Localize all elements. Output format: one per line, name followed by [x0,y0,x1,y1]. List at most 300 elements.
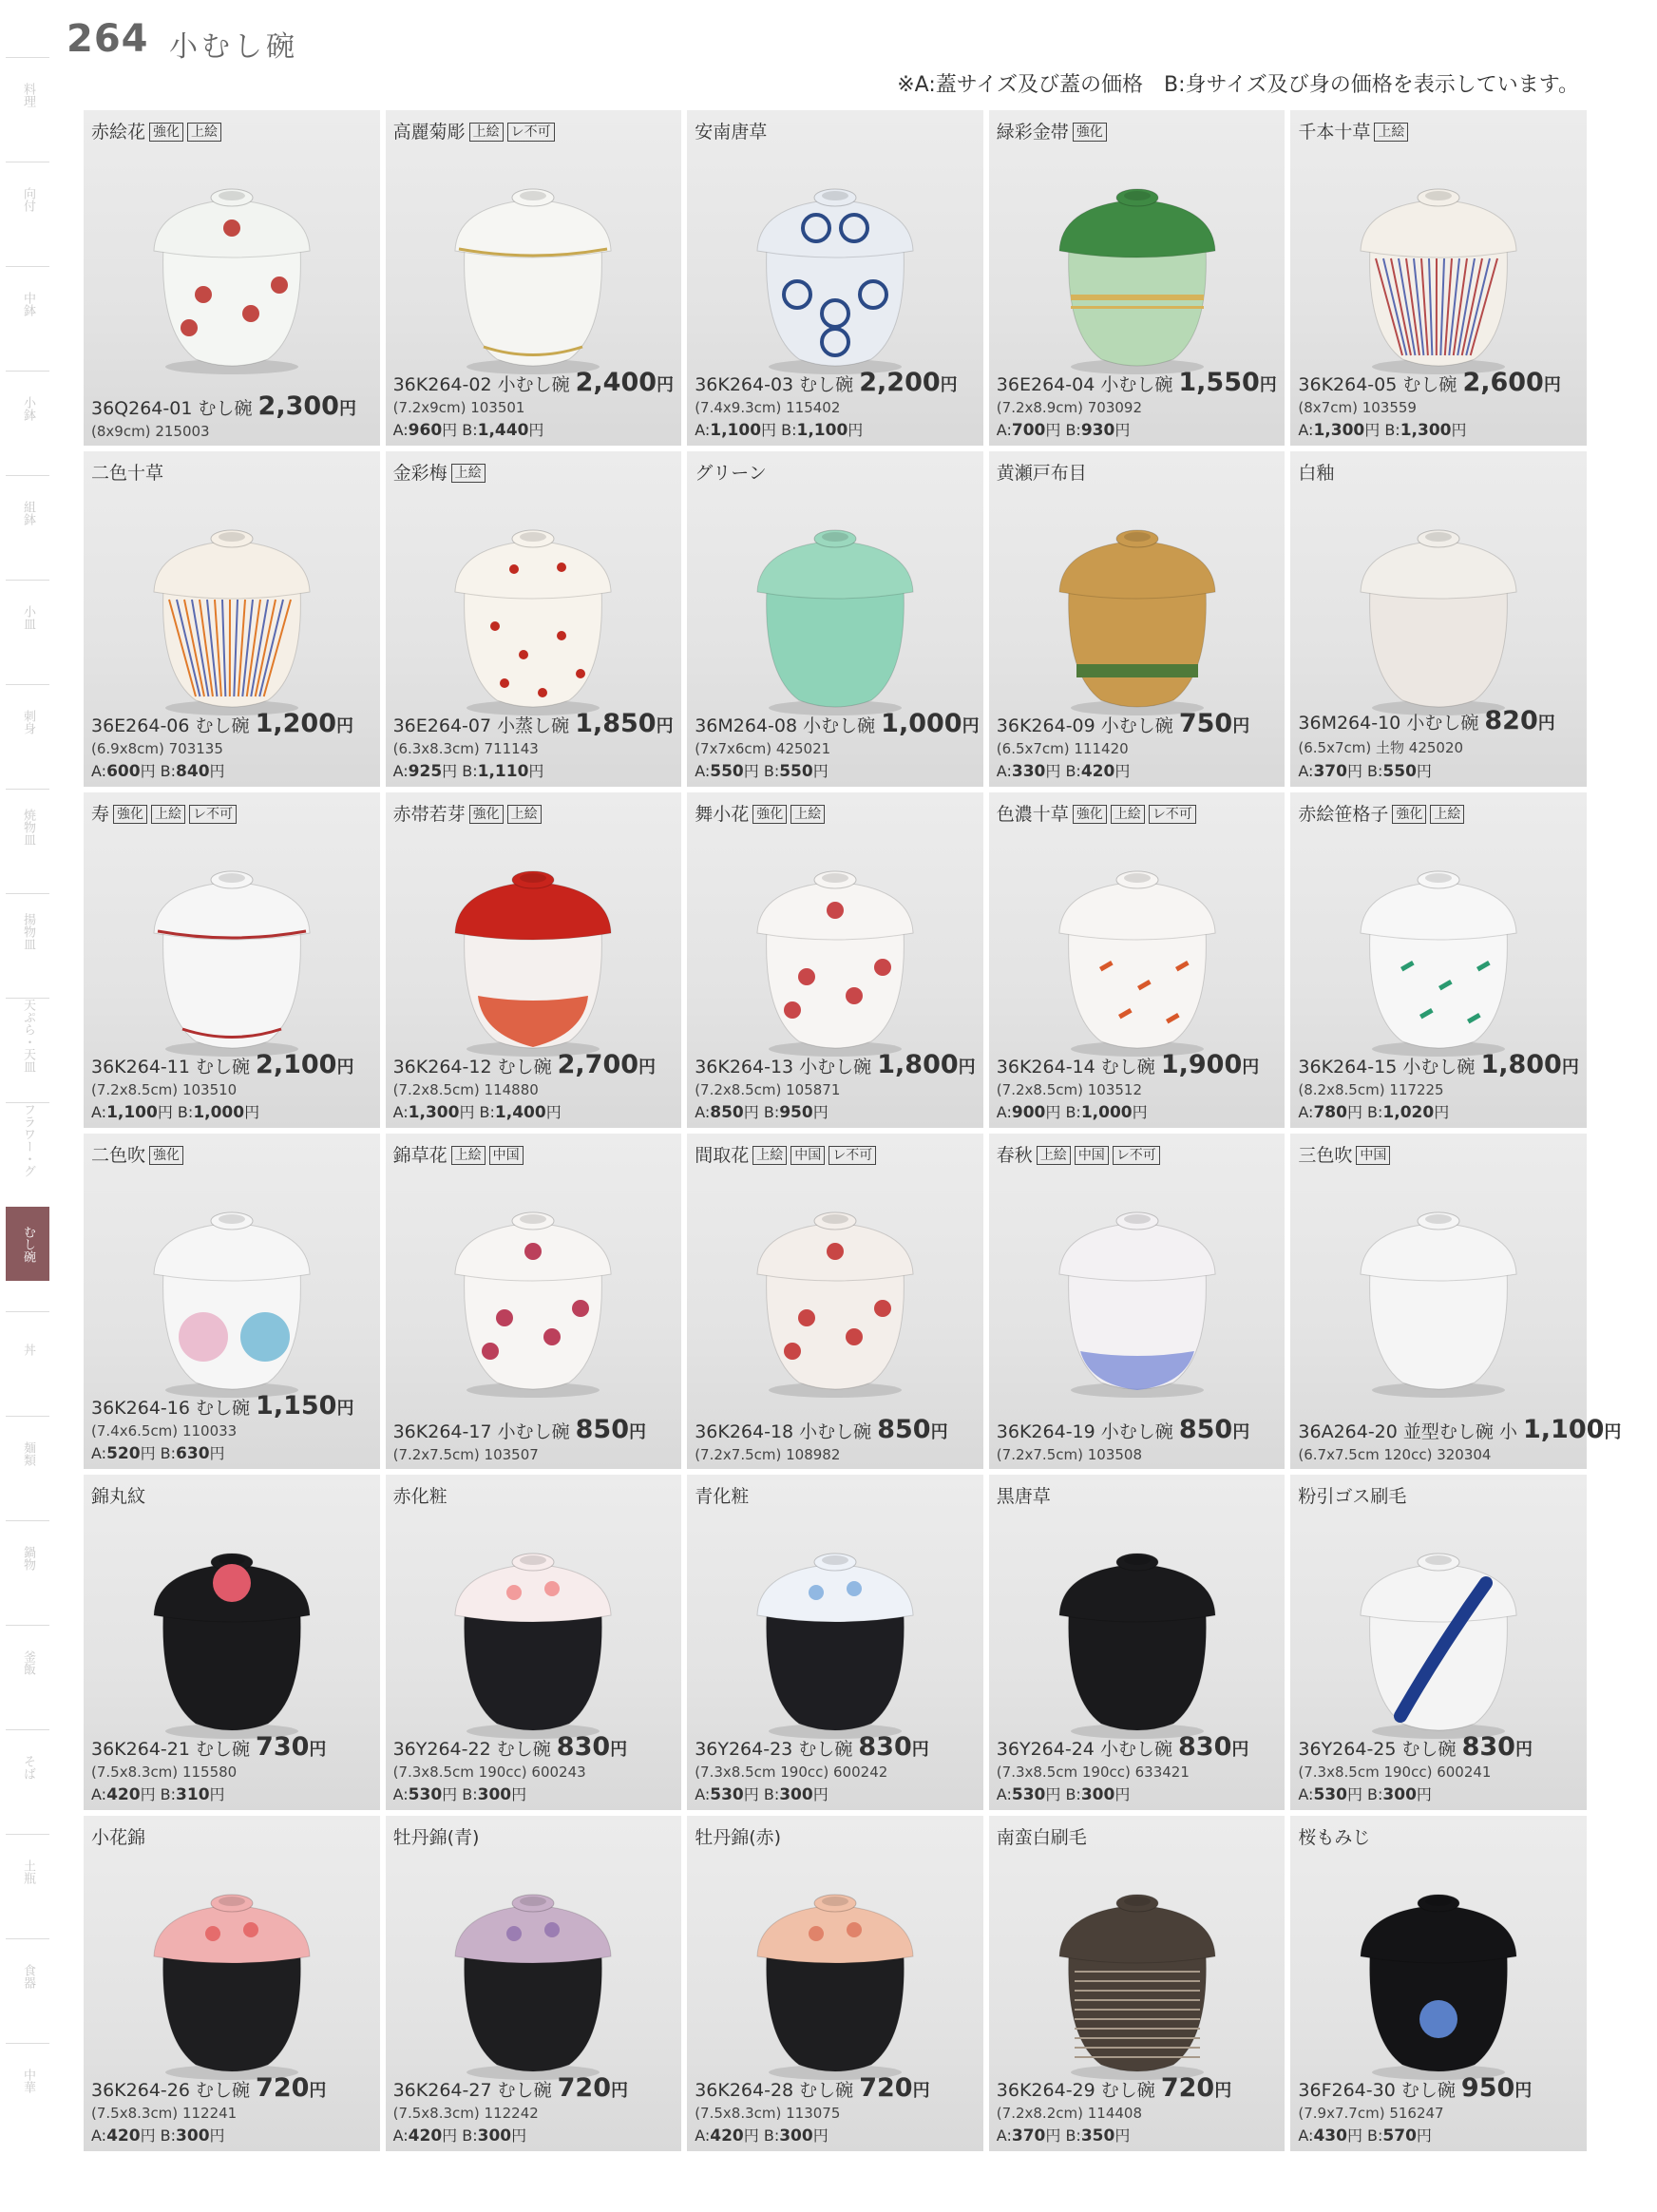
product-code-line [393,1050,678,1079]
product-pattern-flower [874,959,891,976]
product-pattern-flower [827,902,844,919]
product-badge: レ不可 [507,123,555,142]
product-code: 36K264-03 [695,374,794,395]
product-body [1068,1953,1206,2071]
product-body [767,588,905,707]
side-index-tab[interactable]: フラワー・グ [6,1102,49,1177]
product-split-price-line: A:420円 B:300円 [695,2126,828,2145]
product-split-price-line: A:550円 B:550円 [695,762,828,781]
product-size: (7.2x8.5cm) [695,1081,782,1098]
product-stock-number: 320304 [1437,1446,1492,1463]
product-type: むし碗 [799,374,854,395]
product-image [137,834,327,1062]
product-name: 牡丹錦(赤) [695,1827,782,1848]
yen-unit: 円 [958,1058,976,1077]
product-price: 1,800 [1480,1050,1562,1079]
product-lid-knob-hole [822,532,848,542]
product-lid [455,200,611,257]
product-size-line [393,1764,678,1781]
product-name-row [997,459,1087,485]
product-card[interactable] [386,110,682,446]
product-badge: 上絵 [1037,1146,1071,1165]
product-pattern-dot [538,688,547,697]
product-size-line [695,1764,980,1781]
product-code-line [997,1732,1282,1762]
product-pattern-flower [482,1343,499,1360]
product-split-price-line: A:420円 B:300円 [392,2126,527,2145]
product-lid-knob-hole [520,873,546,883]
product-stock-number: 111420 [1074,740,1129,757]
product-name: 牡丹錦(青) [392,1827,480,1848]
product-pattern-flower [506,1585,522,1600]
product-card[interactable] [989,1816,1286,2151]
product-type: 小むし碗 [497,374,570,395]
product-lid-knob-hole [219,191,245,200]
product-name: 三色吹 [1298,1145,1353,1166]
side-index-tab[interactable]: 焼物皿 [6,789,49,864]
product-lid [1059,1564,1215,1622]
product-lid-knob-hole [219,532,245,542]
product-badge: 上絵 [790,805,825,824]
product-info [1298,1415,1622,1463]
product-name-row [695,800,825,826]
product-type: むし碗 [798,1739,853,1760]
product-name: 二色十草 [91,463,164,484]
product-size: (7.3x8.5cm 190cc) [695,1764,829,1781]
product-card[interactable] [84,1816,380,2151]
side-index-tab[interactable]: 組鉢 [6,475,49,550]
side-index-tab[interactable]: 鍋物 [6,1520,49,1595]
side-index-tab[interactable]: 揚物皿 [6,893,49,968]
product-size-line [1298,1081,1583,1098]
product-price: 2,200 [859,368,941,397]
body-price: 930 [1080,421,1115,440]
yen-unit: 円 [1231,1740,1249,1760]
product-lid-knob-hole [219,1555,245,1565]
product-image [1042,1858,1232,2086]
product-card[interactable] [1290,110,1587,446]
product-card[interactable] [84,792,380,1128]
product-size: (6.5x7cm) [996,740,1070,757]
lid-price: 420 [106,2126,141,2145]
product-type: むし碗 [799,2080,854,2101]
product-info [695,1415,980,1463]
product-card[interactable] [989,1134,1286,1469]
product-type: むし碗 [195,1057,250,1077]
product-pattern-flower [572,1300,589,1317]
side-index-tab[interactable]: 刺身 [6,684,49,759]
product-name-row [997,118,1107,143]
product-body [767,1270,905,1389]
product-badge: 上絵 [451,464,486,483]
product-lid-knob-hole [1425,532,1452,542]
product-code: 36A264-20 [1298,1421,1398,1442]
product-card[interactable] [1290,451,1587,787]
product-info [393,368,678,440]
side-index-tab[interactable]: 土瓶 [6,1834,49,1909]
lid-price: 430 [1313,2126,1347,2145]
product-price: 1,850 [575,709,657,738]
product-card[interactable] [989,792,1286,1128]
product-name: 二色吹 [91,1145,146,1166]
product-badge: 中国 [489,1146,524,1165]
product-pattern-flower [798,968,815,985]
product-stock-number: 115580 [181,1764,238,1781]
body-price: 1,000 [1080,1103,1133,1122]
product-price: 2,600 [1462,368,1544,397]
product-size: (7.2x8.5cm) [91,1081,179,1098]
product-size: (7.3x8.5cm 190cc) [1298,1764,1433,1781]
product-name-row [91,1141,183,1167]
product-body [465,1270,602,1389]
product-image [740,152,930,380]
product-type: むし碗 [195,1398,250,1419]
product-lid-knob-hole [219,1214,245,1224]
product-pattern-flower [847,1922,862,1937]
lid-price: 530 [710,1785,744,1804]
product-lid [455,882,611,940]
product-lid-knob-hole [219,873,245,883]
product-image [137,493,327,721]
product-code: 36K264-28 [695,2080,794,2101]
product-lid-knob-hole [520,532,546,542]
product-price: 750 [1178,709,1233,738]
product-pattern-band [1071,295,1204,300]
product-info [997,709,1282,781]
product-name-row [695,118,767,143]
product-info [91,2073,376,2145]
product-size-line [997,399,1282,416]
body-price: 1,440 [477,421,529,440]
product-body [162,588,300,707]
product-card[interactable] [386,1816,682,2151]
product-size: (7.2x8.5cm) [392,1081,480,1098]
yen-unit: 円 [1604,1422,1622,1442]
side-index-tab[interactable]: 釜飯 [6,1625,49,1700]
product-card[interactable] [687,110,983,446]
product-card[interactable] [687,1475,983,1810]
product-card[interactable] [687,1134,983,1469]
product-split-price-line: A:850円 B:950円 [695,1103,828,1122]
product-size-line [393,740,678,757]
product-image [438,1175,628,1403]
product-code: 36K264-16 [91,1398,190,1419]
body-price: 550 [1382,762,1417,781]
product-body [1068,588,1206,707]
product-name: 高麗菊彫 [392,122,466,143]
product-code: 36K264-15 [1298,1057,1398,1077]
product-size: (6.9x8cm) [91,740,164,757]
product-name: 錦草花 [392,1145,448,1166]
product-info [997,2073,1282,2145]
product-card[interactable] [1290,1475,1587,1810]
product-size-line [393,2105,678,2122]
body-price: 420 [1080,762,1115,781]
product-stock-number: 114880 [484,1081,539,1098]
product-pattern-medallion [213,1564,251,1602]
product-name-row [91,800,237,826]
product-lid [1361,882,1516,940]
yen-unit: 円 [656,716,674,736]
product-size-line [695,399,980,416]
product-stock-number: 土物 425020 [1376,739,1464,756]
product-card[interactable] [1290,1134,1622,1469]
lid-price: 420 [106,1785,141,1804]
product-badge: レ不可 [189,805,237,824]
product-name-row [393,118,555,143]
side-index-tab[interactable]: 小鉢 [6,371,49,446]
product-card[interactable] [989,451,1286,787]
product-type: むし碗 [1402,374,1457,395]
page-number: 264 [67,17,149,61]
product-image [1343,1516,1533,1745]
product-code-line [91,709,376,738]
product-lid [1361,1905,1516,1963]
product-image [1042,152,1232,380]
product-body [162,1953,300,2071]
product-card[interactable] [989,110,1286,446]
product-lid [1361,1564,1516,1622]
product-price: 2,100 [256,1050,337,1079]
product-body [465,1953,602,2071]
product-price: 1,100 [1523,1415,1605,1444]
product-size-line [695,1081,980,1098]
product-name-row [1298,1823,1370,1849]
product-body [1370,1270,1508,1389]
product-stock-number: 103512 [1087,1081,1142,1098]
lid-price: 420 [710,2126,744,2145]
product-info [393,1415,678,1463]
product-stock-number: 703092 [1087,399,1142,416]
side-index-tab[interactable]: 食器 [6,1938,49,2013]
lid-price: 1,300 [1313,421,1365,440]
product-code: 36K264-17 [392,1421,492,1442]
product-info [997,1415,1282,1463]
product-price: 1,800 [877,1050,959,1079]
body-price: 950 [779,1103,813,1122]
product-pattern-flower [544,1922,560,1937]
product-code-line [1298,2073,1583,2103]
product-lid-knob-hole [219,1897,245,1906]
product-badge: 強化 [1073,123,1107,142]
product-stock-number: 103508 [1087,1446,1142,1463]
yen-unit: 円 [309,1740,327,1760]
product-pattern-flower [242,305,259,322]
product-code: 36K264-19 [996,1421,1095,1442]
yen-unit: 円 [1259,375,1277,395]
product-stock-number: 516247 [1389,2105,1444,2122]
product-split-price-line: A:1,100円 B:1,000円 [91,1103,260,1122]
side-index-tab[interactable]: 中鉢 [6,266,49,341]
yen-unit: 円 [610,1740,628,1760]
product-split-price-line: A:600円 B:840円 [91,762,225,781]
product-size-line [997,1081,1282,1098]
product-lid [757,1905,913,1963]
product-lid [1361,541,1516,599]
product-info [695,368,980,440]
product-code-line [695,1732,980,1762]
product-size: (7.5x8.3cm) [695,2105,782,2122]
product-image [1042,1516,1232,1745]
product-lid [154,1905,310,1963]
product-card[interactable] [687,1816,983,2151]
side-index-tab[interactable]: 料理 [6,57,49,132]
product-stock-number: 103507 [484,1446,539,1463]
product-card[interactable] [84,1475,380,1810]
product-name: 金彩梅 [392,463,448,484]
product-code-line [393,1415,678,1444]
yen-unit: 円 [1537,714,1555,734]
yen-unit: 円 [930,1422,948,1442]
product-card[interactable] [386,451,682,787]
product-pattern-flower [847,1581,862,1596]
product-code: 36K264-09 [996,715,1095,736]
product-price: 830 [858,1732,912,1762]
product-type: 小むし碗 [799,1421,872,1442]
product-pattern-flower [205,1926,220,1941]
product-lid [1059,882,1215,940]
product-code-line [695,368,980,397]
product-badge: 中国 [1356,1146,1390,1165]
yen-unit: 円 [657,375,675,395]
body-price: 550 [779,762,813,781]
product-body [1068,929,1206,1048]
product-code-line [695,1050,980,1079]
product-size-line [1298,1764,1583,1781]
product-split-price-line: A:330円 B:420円 [996,762,1131,781]
product-type: むし碗 [1401,1739,1457,1760]
product-card[interactable] [989,1475,1286,1810]
body-price: 300 [477,2126,512,2145]
product-type: 小むし碗 [1100,374,1173,395]
product-type: 小むし碗 [1406,713,1479,734]
side-index-tab[interactable]: そば [6,1729,49,1804]
product-code: 36Y264-22 [392,1739,491,1760]
product-name: グリーン [695,463,767,484]
product-card[interactable] [386,1475,682,1810]
product-info [393,1050,678,1122]
product-card[interactable] [386,792,682,1128]
yen-unit: 円 [336,716,353,736]
product-badge: 上絵 [451,1146,486,1165]
body-price: 300 [1382,1785,1417,1804]
product-name-row [91,118,221,143]
product-code-line [1298,1415,1622,1444]
product-pattern-flower [195,286,212,303]
product-code-line [695,1415,980,1444]
product-image [740,1858,930,2086]
product-price: 720 [557,2073,612,2103]
product-pattern-flower [827,1243,844,1260]
side-index-tab[interactable]: 麺類 [6,1416,49,1491]
product-code: 36K264-12 [392,1057,492,1077]
product-pattern-flower [809,1585,824,1600]
product-code-line [393,368,678,397]
product-badge: 上絵 [151,805,185,824]
product-stock-number: 117225 [1389,1081,1444,1098]
product-name: 錦丸紋 [91,1486,146,1507]
product-card[interactable] [687,792,983,1128]
product-code-line [393,2073,678,2103]
product-split-price-line: A:530円 B:300円 [695,1785,828,1804]
product-split-price-line: A:370円 B:350円 [996,2126,1131,2145]
product-badge: 上絵 [1430,805,1464,824]
product-size: (7.3x8.5cm 190cc) [996,1764,1131,1781]
product-lid [1059,1905,1215,1963]
product-stock-number: 103501 [470,399,525,416]
product-lid-knob-hole [1425,1555,1452,1565]
product-card[interactable] [687,451,983,787]
product-name: 赤化粧 [392,1486,448,1507]
product-code: 36F264-30 [1298,2080,1396,2101]
product-name: 赤絵笹格子 [1298,804,1389,825]
product-size: (8x7cm) [1298,399,1358,416]
product-stock-number: 113075 [786,2105,841,2122]
product-size: (6.5x7cm) [1298,739,1372,756]
product-card[interactable] [84,110,380,446]
product-code: 36K264-13 [695,1057,794,1077]
product-name: 緑彩金帯 [996,122,1069,143]
product-lid-knob-hole [520,1555,546,1565]
product-split-price-line: A:1,300円 B:1,300円 [1298,421,1467,440]
product-type: むし碗 [497,2080,552,2101]
product-pattern-flower [543,1328,561,1345]
product-price: 830 [556,1732,611,1762]
product-info [997,1050,1282,1122]
side-index-tab[interactable]: むし碗 [6,1207,49,1281]
product-info [997,368,1282,440]
product-image [1343,834,1533,1062]
product-stock-number: 110033 [181,1422,238,1440]
product-info [1298,706,1583,781]
side-index-tab[interactable]: 小皿 [6,580,49,655]
yen-unit: 円 [1232,716,1250,736]
product-name: 黄瀬戸布目 [996,463,1087,484]
product-lid-knob-hole [822,1555,848,1565]
product-price: 2,700 [557,1050,639,1079]
product-type: 小むし碗 [1099,1739,1172,1760]
product-split-price-line: A:370円 B:550円 [1298,762,1432,781]
product-info [91,1391,376,1463]
product-pattern-flower [544,1581,560,1596]
product-code-line [1298,1050,1583,1079]
product-name: 舞小花 [695,804,750,825]
product-card[interactable] [386,1134,682,1469]
product-code-line [91,1050,376,1079]
product-size-line [393,1081,678,1098]
product-badge: 上絵 [507,805,542,824]
product-card[interactable] [1290,1816,1587,2151]
product-card[interactable] [84,1134,380,1469]
product-stock-number: 425021 [775,740,831,757]
yen-unit: 円 [912,2081,930,2101]
product-name-row [695,1141,876,1167]
product-code-line [695,709,980,738]
side-index-tab[interactable]: 丼 [6,1311,49,1386]
side-index-tab[interactable]: 向付 [6,162,49,237]
side-index-tab[interactable]: 中華 [6,2043,49,2118]
product-info [393,1732,678,1804]
product-card[interactable] [1290,792,1587,1128]
product-body [767,1611,905,1730]
body-price: 300 [779,1785,813,1804]
product-card[interactable] [84,451,380,787]
side-index-tab[interactable]: 天ぷら・天皿 [6,998,49,1073]
product-size: (7.2x9cm) [392,399,467,416]
product-code-line [91,1732,376,1762]
product-image [740,493,930,721]
product-badge: レ不可 [1149,805,1196,824]
